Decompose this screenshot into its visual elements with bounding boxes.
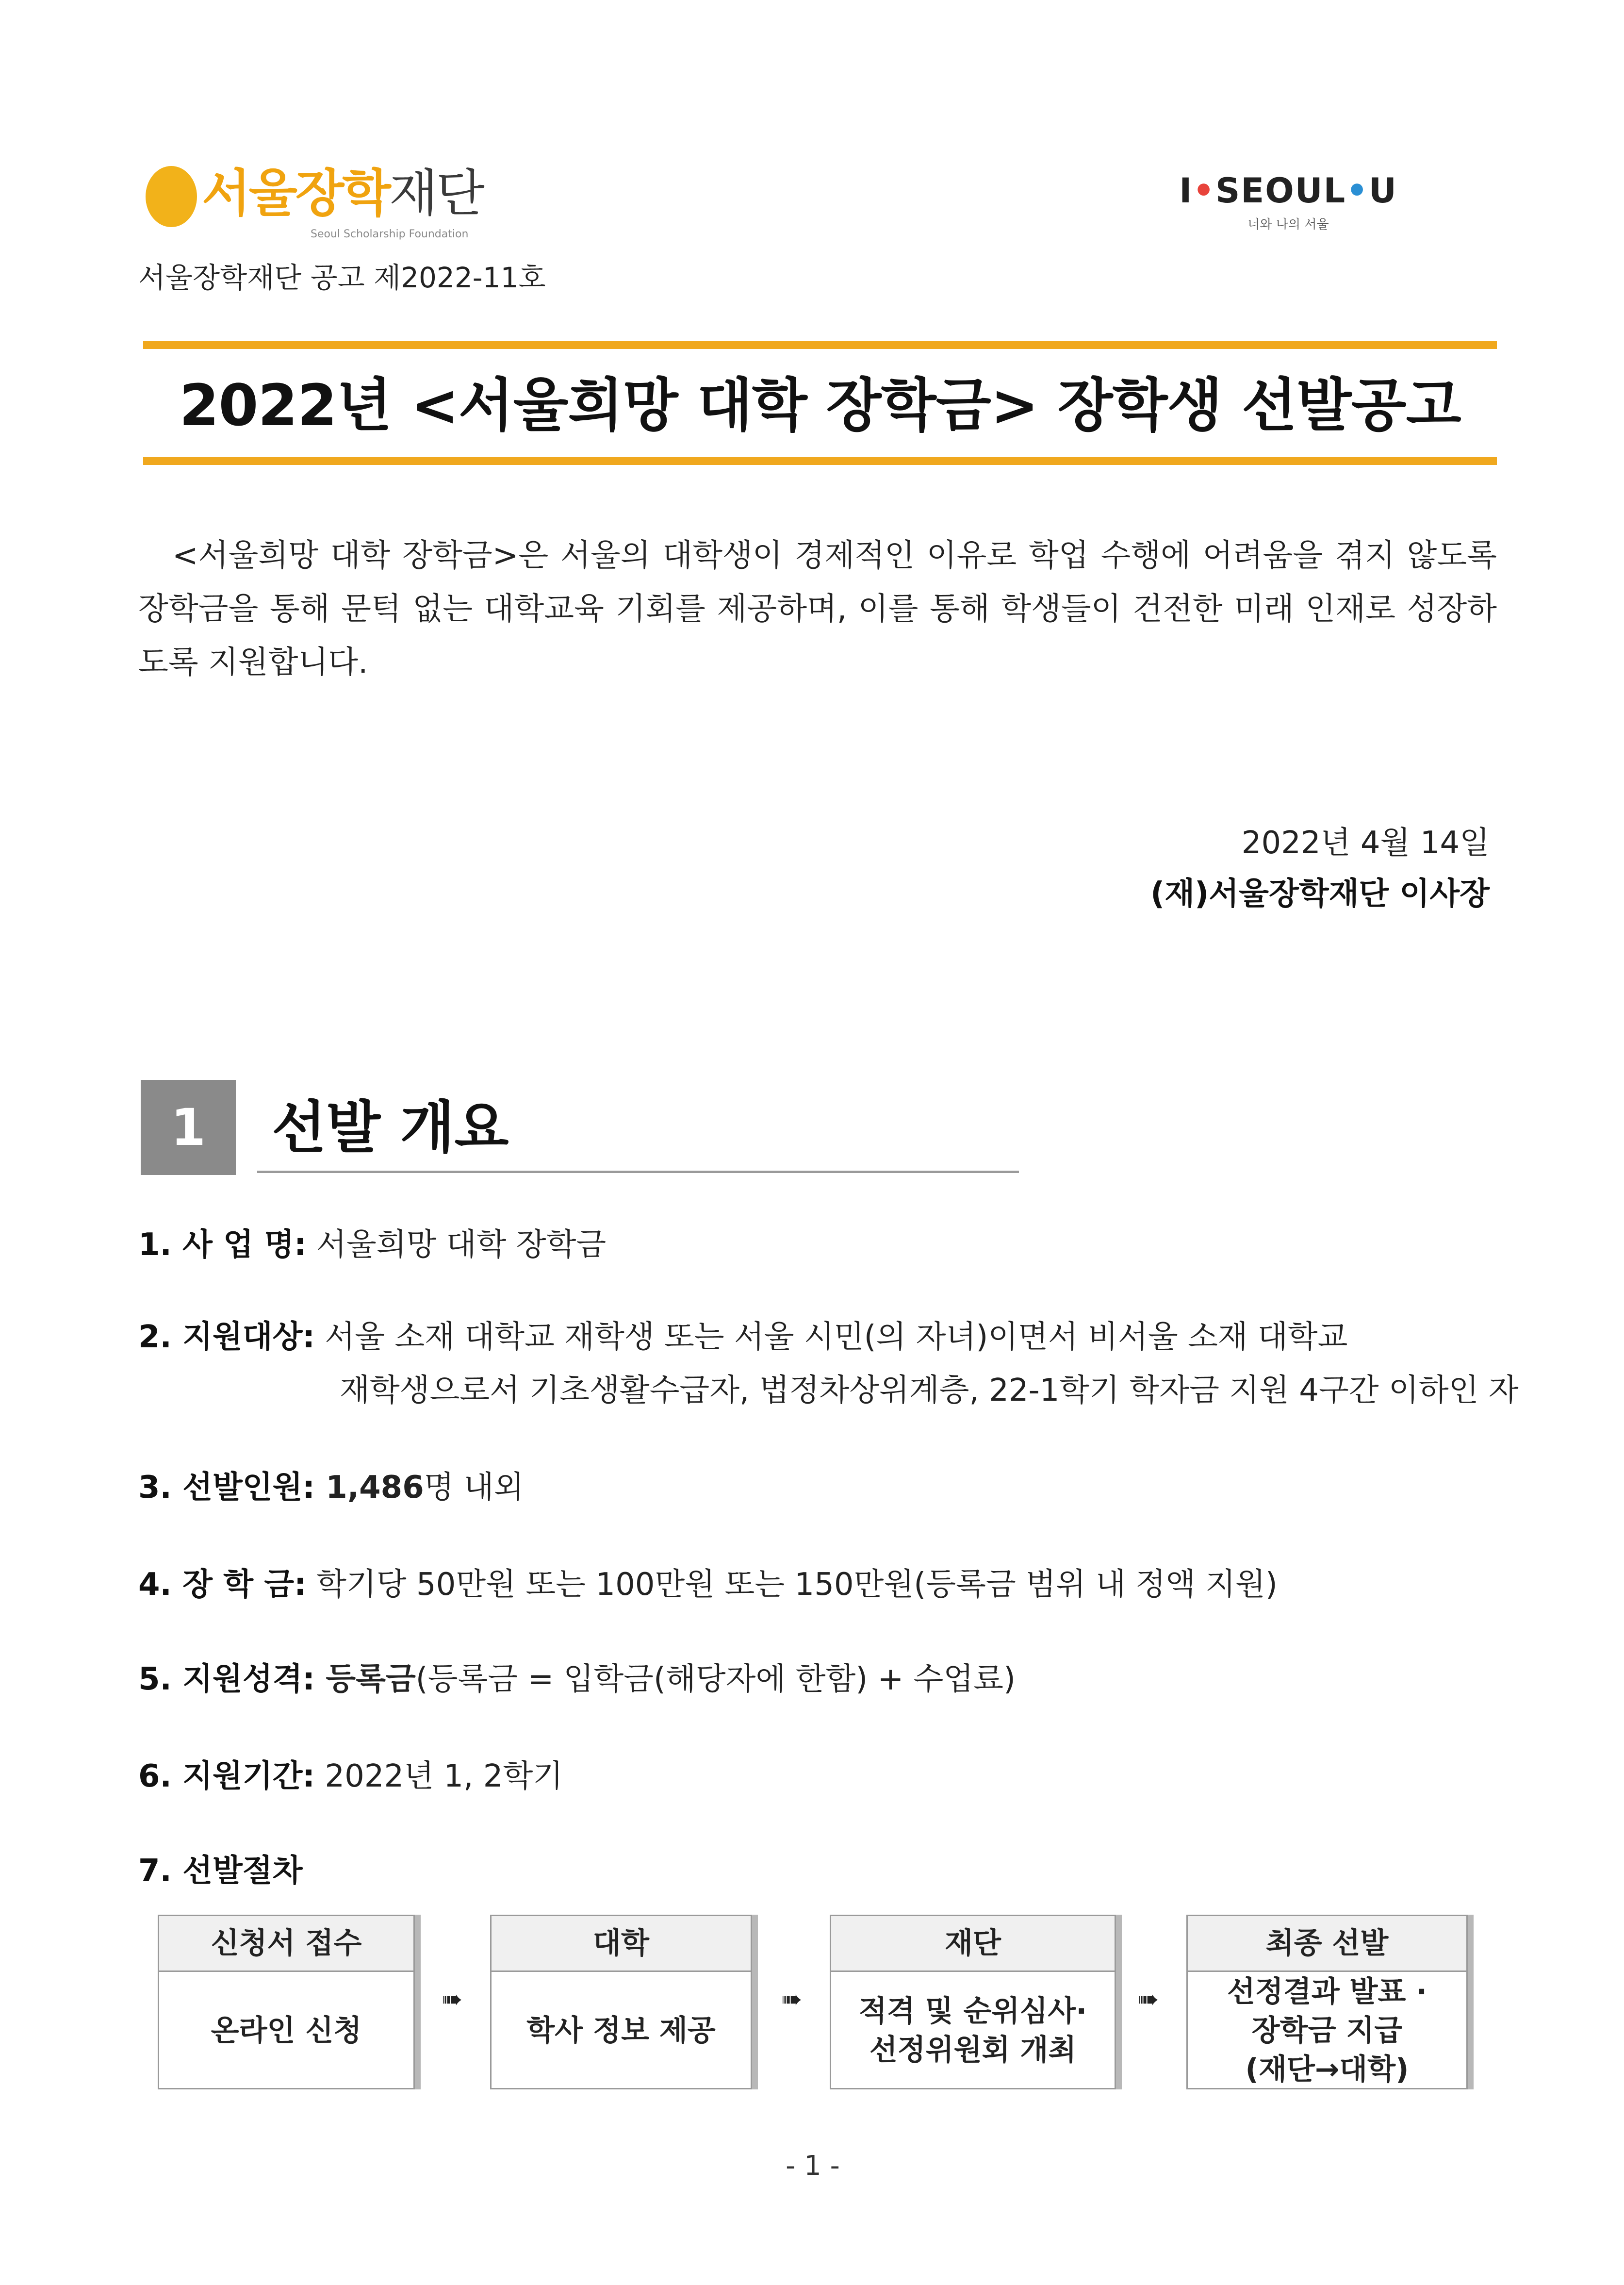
- title-rule-top: [143, 341, 1497, 349]
- foundation-logo: [146, 160, 483, 243]
- flow-step-body: [831, 1972, 1115, 2089]
- item-label: 5. 지원성격:: [138, 1661, 315, 1697]
- flow-step-head: 최종 선발: [1188, 1916, 1466, 1972]
- foundation-emblem-icon: [146, 166, 197, 227]
- section-title: 선발 개요: [272, 1095, 509, 1160]
- list-item-amount: [138, 1558, 1497, 1611]
- iseoulu-seoul: SEOUL: [1215, 171, 1346, 211]
- flow-step-head: 신청서 접수: [159, 1916, 413, 1972]
- iseoulu-dot2-icon: •: [1346, 171, 1369, 211]
- item-value: 서울희망 대학 장학금: [306, 1227, 607, 1263]
- flow-step-head: 재단: [831, 1916, 1115, 1972]
- title-rule-bottom: [143, 457, 1497, 465]
- announcement-date: 2022년 4월 14일: [1241, 825, 1490, 861]
- item-label: 6. 지원기간:: [138, 1758, 315, 1794]
- flow-arrow-icon: ➠: [442, 1985, 463, 2014]
- list-item-recipients: [138, 1461, 1497, 1514]
- list-item-procedure: [138, 1844, 1497, 1898]
- page-number: - 1 -: [786, 2150, 840, 2182]
- flow-step-foundation: [830, 1915, 1116, 2089]
- list-item-period: [138, 1750, 1497, 1803]
- flow-step-university: [490, 1915, 752, 2089]
- section-underline: [257, 1171, 1019, 1173]
- foundation-logo-text: [202, 163, 483, 224]
- iseoulu-dot-icon: •: [1193, 171, 1215, 211]
- flow-step-body: [159, 1972, 413, 2089]
- flow-step-body-text: 온라인 신청: [211, 2014, 362, 2048]
- item-value: (등록금 = 입학금(해당자에 한함) + 수업료): [415, 1661, 1016, 1697]
- flow-step-head: 대학: [492, 1916, 751, 1972]
- flow-step-body-text: 선정결과 발표 · 장학금 지급 (재단→대학): [1227, 1975, 1427, 2086]
- document-title: 2022년 <서울희망 대학 장학금> 장학생 선발공고: [179, 372, 1461, 439]
- iseoulu-logo: [1174, 171, 1402, 242]
- item-value: 학기당 50만원 또는 100만원 또는 150만원(등록금 범위 내 정액 지원): [306, 1567, 1278, 1603]
- item-label: 3. 선발인원:: [138, 1470, 315, 1506]
- flow-step-body-text: 적격 및 순위심사· 선정위원회 개최: [858, 1994, 1087, 2067]
- iseoulu-i: I: [1179, 171, 1193, 211]
- foundation-logo-subtitle: Seoul Scholarship Foundation: [311, 228, 469, 240]
- flow-step-body: [492, 1972, 751, 2089]
- list-item-support-type: [138, 1653, 1497, 1706]
- section-number-badge: 1: [141, 1080, 236, 1175]
- list-item-eligibility-continued: 재학생으로서 기초생활수급자, 법정차상위계층, 22-1학기 학자금 지원 4구간 이하인 자: [340, 1373, 1519, 1408]
- notice-number: 서울장학재단 공고 제2022-11호: [138, 261, 546, 294]
- item-value-bold: 1,486: [315, 1470, 424, 1506]
- announcement-signatory: (재)서울장학재단 이사장: [1150, 876, 1490, 912]
- logo-name-part2: 재단: [389, 164, 483, 223]
- list-item-program-name: [138, 1218, 1497, 1272]
- flow-step-body-text: 학사 정보 제공: [526, 2014, 716, 2048]
- item-value-bold: 등록금: [315, 1661, 416, 1697]
- flow-step-final-selection: [1186, 1915, 1468, 2089]
- intro-paragraph: <서울희망 대학 장학금>은 서울의 대학생이 경제적인 이유로 학업 수행에 어려움을 겪지 않도록 장학금을 통해 문턱 없는 대학교육 기회를 제공하며, 이를 통해 학생들이 건전한 미래 인재로 성장하도록 지원합니다.: [138, 538, 1497, 680]
- flow-arrow-icon: ➠: [781, 1985, 803, 2014]
- item-value: 2022년 1, 2학기: [315, 1758, 563, 1794]
- flow-arrow-icon: ➠: [1138, 1985, 1159, 2014]
- logo-name-part1: 서울장학: [202, 164, 389, 223]
- flow-step-application: [158, 1915, 415, 2089]
- list-item-eligibility: [138, 1310, 1497, 1364]
- item-value: 서울 소재 대학교 재학생 또는 서울 시민(의 자녀)이면서 비서울 소재 대학교: [315, 1319, 1348, 1355]
- item-label: 4. 장 학 금:: [138, 1567, 307, 1603]
- iseoulu-u: U: [1368, 171, 1397, 211]
- item-label: 7. 선발절차: [138, 1853, 303, 1889]
- flow-step-body: [1188, 1972, 1466, 2089]
- item-label: 2. 지원대상:: [138, 1319, 315, 1355]
- iseoulu-subtitle: 너와 나의 서울: [1247, 217, 1329, 232]
- item-value: 명 내외: [424, 1470, 524, 1506]
- iseoulu-wordmark: [1174, 171, 1402, 211]
- item-label: 1. 사 업 명:: [138, 1227, 307, 1263]
